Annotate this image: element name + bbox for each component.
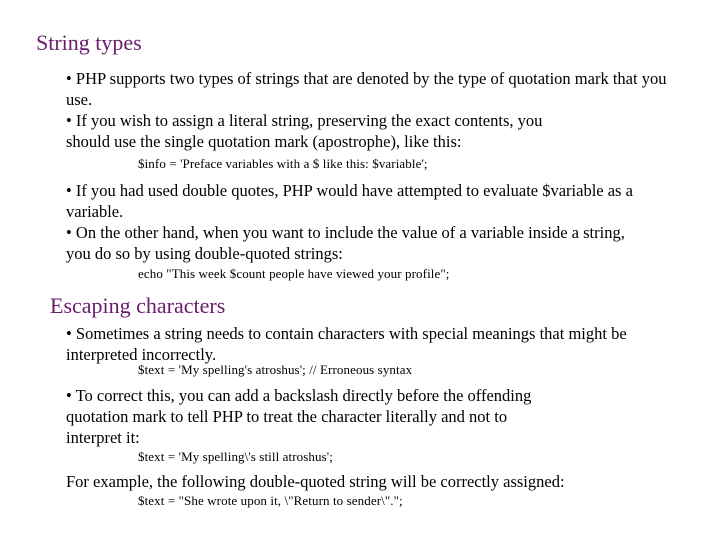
- paragraph-line: • If you wish to assign a literal string, preserving the exact contents, you: [66, 111, 543, 130]
- code-example-single-quote: $info = 'Preface variables with a $ like this: $variable';: [138, 156, 428, 171]
- paragraph-line: • Sometimes a string needs to contain characters with special meanings that might be: [66, 324, 627, 343]
- code-example-double-quoted: $text = "She wrote upon it, \"Return to sender\".";: [138, 493, 403, 508]
- paragraph-line: • On the other hand, when you want to include the value of a variable inside a string,: [66, 223, 625, 242]
- section-title-string-types: String types: [36, 30, 142, 55]
- paragraph-special-meanings: [66, 323, 718, 365]
- paragraph-line: interpret it:: [66, 428, 140, 447]
- paragraph-line: interpreted incorrectly.: [66, 345, 217, 364]
- paragraph-php-string-types: [66, 68, 718, 152]
- paragraph-backslash: [66, 385, 718, 448]
- section-title-escaping-characters: Escaping characters: [50, 293, 226, 318]
- code-example-escaped: $text = 'My spelling\'s still atroshus';: [138, 449, 333, 464]
- paragraph-line: quotation mark to tell PHP to treat the character literally and not to: [66, 407, 508, 426]
- code-example-double-quote: echo "This week $count people have viewed your profile";: [138, 266, 450, 281]
- paragraph-line: use.: [66, 90, 93, 109]
- paragraph-line: you do so by using double-quoted strings:: [66, 244, 343, 263]
- paragraph-line: variable.: [66, 202, 124, 221]
- paragraph-line: • To correct this, you can add a backslash directly before the offending: [66, 386, 532, 405]
- paragraph-line: • PHP supports two types of strings that are denoted by the type of quotation mark that you: [66, 69, 667, 88]
- paragraph-double-quotes: [66, 180, 718, 264]
- paragraph-line: • If you had used double quotes, PHP would have attempted to evaluate $variable as a: [66, 181, 633, 200]
- code-example-erroneous: $text = 'My spelling's atroshus'; // Erroneous syntax: [138, 362, 413, 377]
- paragraph-line: should use the single quotation mark (apostrophe), like this:: [66, 132, 462, 151]
- paragraph-line: For example, the following double-quoted string will be correctly assigned:: [66, 472, 565, 491]
- paragraph-example: [66, 471, 718, 492]
